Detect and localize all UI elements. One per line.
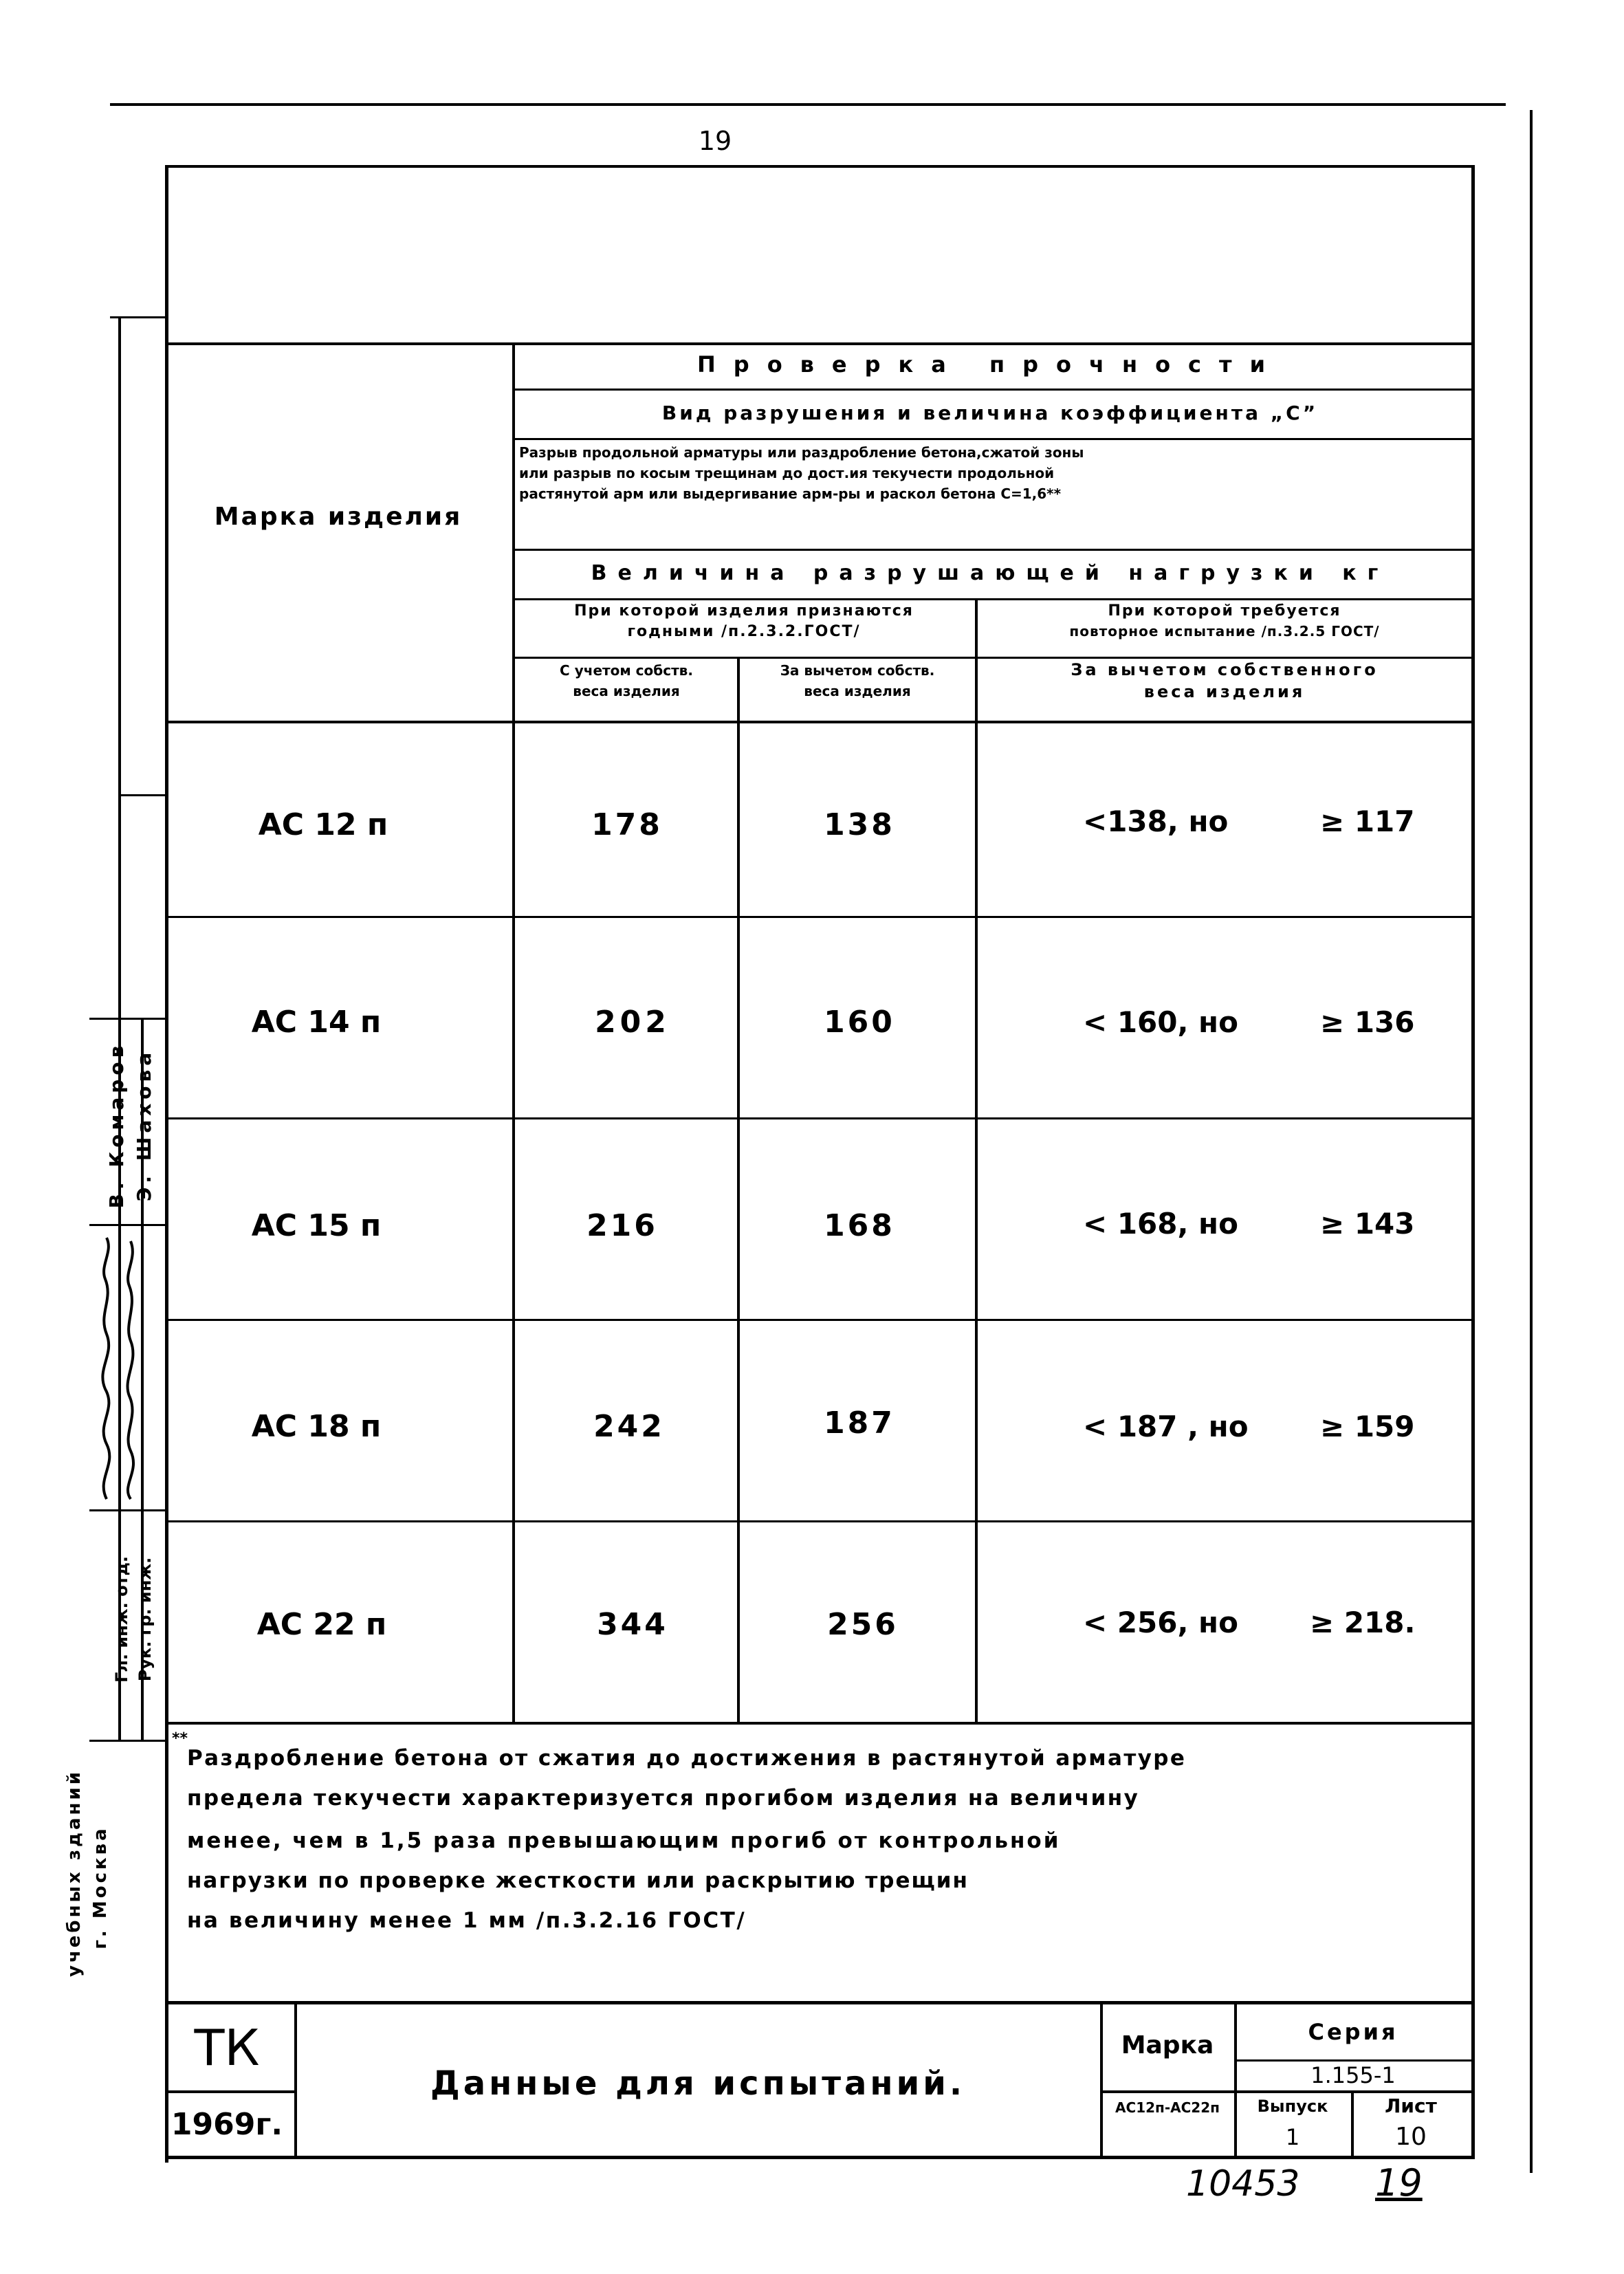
title-mark-value: АС12п-АС22п	[1115, 2099, 1220, 2116]
role-chief-engineer: Гл. инж. отд.	[112, 1556, 131, 1683]
row-1-retest: <138, но	[1083, 805, 1229, 838]
header-line-b	[512, 438, 1471, 440]
row-5-retest: < 256, но	[1083, 1606, 1238, 1639]
title-series-value: 1.155-1	[1310, 2062, 1396, 2088]
row-2-with-weight: 202	[595, 1005, 670, 1040]
footnote-line-3: менее, чем в 1,5 раза превышающим прогиб от контрольной	[187, 1828, 1061, 1853]
destruction-description	[519, 446, 1468, 501]
title-cells-divider	[1100, 2090, 1471, 2093]
document-title: Данные для испытаний.	[430, 2064, 966, 2103]
retest-header	[980, 604, 1469, 638]
row-3-retest-min: ≥ 143	[1320, 1207, 1415, 1240]
row-2-retest-min: ≥ 136	[1320, 1005, 1415, 1039]
row-5-minus-weight: 256	[827, 1607, 899, 1642]
title-mark-label: Марка	[1121, 2031, 1214, 2059]
retest-header-line-2: повторное испытание /п.3.2.5 ГОСТ/	[1069, 623, 1380, 639]
footnote-line-5: на величину менее 1 мм /п.3.2.16 ГОСТ/	[187, 1908, 747, 1933]
row-3-minus-weight: 168	[824, 1208, 895, 1243]
col-line-with-weight	[737, 657, 740, 1723]
footnote	[187, 1748, 1466, 1932]
title-issue-label: Выпуск	[1257, 2097, 1328, 2116]
row-3-retest: < 168, но	[1083, 1207, 1238, 1240]
top-border	[110, 103, 1506, 106]
retest-weight-header	[980, 662, 1469, 700]
destruction-line-2: или разрыв по косым трещинам до дост.ия текучести продольной	[519, 465, 1055, 481]
name-group-head: Э. Шахова	[133, 1048, 155, 1202]
row-line-3	[165, 1319, 1471, 1321]
title-series-label: Серия	[1308, 2019, 1398, 2045]
row-2-minus-weight: 160	[824, 1005, 895, 1040]
destruction-line-1: Разрыв продольной арматуры или раздробление бетона,сжатой зоны	[519, 444, 1084, 461]
title-org-right-line	[294, 2001, 297, 2158]
stamp-top-short	[110, 316, 168, 318]
row-4-minus-weight: 187	[824, 1406, 895, 1441]
frame-bottom-line	[165, 2156, 1475, 2159]
table-top-line	[165, 342, 1471, 345]
row-2-retest: < 160, но	[1083, 1005, 1238, 1039]
row-line-4	[165, 1520, 1471, 1522]
signature-group-head	[118, 1231, 143, 1506]
footnote-line-1: Раздробление бетона от сжатия до достижения в растянутой арматуре	[187, 1746, 1187, 1771]
row-3-mark: АС 15 п	[251, 1208, 382, 1243]
row-line-2	[165, 1117, 1471, 1119]
title-year: 1969г.	[171, 2107, 283, 2142]
frame-top-line	[165, 165, 1471, 168]
accepted-header	[517, 604, 971, 639]
stamp-sig-bottom	[89, 1509, 166, 1511]
header-line-c	[512, 549, 1471, 551]
row-line-1	[165, 916, 1471, 918]
with-weight-header	[517, 664, 736, 698]
row-1-retest-min: ≥ 117	[1320, 805, 1415, 838]
title-sheet-value: 10	[1395, 2123, 1427, 2151]
destruction-line-3: растянутой арм или выдергивание арм-ры и раскол бетона С=1,6**	[519, 485, 1062, 502]
header-line-a	[512, 389, 1471, 391]
stamp-org-line-2: г. Москва	[90, 1826, 111, 1949]
group-title: Проверка прочности	[697, 351, 1283, 378]
minus-weight-header-line-2: веса изделия	[804, 683, 911, 699]
mark-header: Марка изделия	[214, 503, 463, 531]
row-4-retest-min: ≥ 159	[1320, 1410, 1415, 1443]
accepted-header-line-1: При которой изделия признаются	[574, 602, 914, 620]
row-5-retest-min: ≥ 218.	[1310, 1606, 1416, 1639]
row-1-with-weight: 178	[591, 807, 663, 842]
row-3-with-weight: 216	[586, 1208, 658, 1243]
frame-right-line	[1471, 165, 1475, 2156]
row-2-mark: АС 14 п	[251, 1005, 382, 1040]
retest-weight-header-line-1: За вычетом собственного	[1071, 660, 1379, 679]
title-main-right-line	[1100, 2001, 1103, 2158]
row-4-retest: < 187 , но	[1083, 1410, 1249, 1443]
row-5-mark: АС 22 п	[256, 1607, 387, 1642]
title-issue-value: 1	[1285, 2124, 1300, 2150]
row-4-with-weight: 242	[593, 1409, 665, 1444]
frame-left-line	[165, 165, 168, 2163]
retest-header-line-1: При которой требуется	[1108, 602, 1341, 620]
role-group-head: Рук. гр. инж.	[135, 1557, 155, 1682]
footnote-line-4: нагрузки по проверке жесткости или раскрытию трещин	[187, 1868, 969, 1893]
title-series-divider	[1234, 2059, 1471, 2062]
title-block-top-line	[165, 2001, 1471, 2004]
page-number: 19	[698, 126, 732, 156]
minus-weight-header-line-1: За вычетом собств.	[780, 662, 935, 679]
row-1-minus-weight: 138	[824, 807, 895, 842]
archive-number: 10453	[1186, 2163, 1300, 2205]
minus-weight-header	[741, 664, 974, 698]
table-bottom-line	[165, 1722, 1471, 1725]
header-line-d	[512, 598, 1471, 600]
signature-chief-engineer	[93, 1231, 120, 1506]
title-sheet-label: Лист	[1385, 2095, 1437, 2117]
accepted-header-line-2: годными /п.2.3.2.ГОСТ/	[627, 623, 861, 640]
destruction-type-header: Вид разрушения и величина коэффициента „С”	[661, 402, 1319, 424]
row-5-with-weight: 344	[597, 1607, 668, 1642]
with-weight-header-line-1: С учетом собств.	[560, 662, 693, 679]
title-org: ТК	[194, 2019, 260, 2077]
header-bottom-line	[165, 721, 1471, 723]
footnote-line-2: предела текучести характеризуется прогибом изделия на величину	[187, 1786, 1140, 1811]
col-line-mark	[512, 342, 515, 1723]
load-header: Величина разрушающей нагрузки кг	[591, 561, 1390, 585]
stamp-org-line-1: учебных зданий	[64, 1769, 85, 1977]
row-1-mark: АС 12 п	[258, 807, 388, 842]
with-weight-header-line-2: веса изделия	[573, 683, 680, 699]
right-margin-line	[1530, 110, 1533, 2173]
header-line-e	[512, 657, 1471, 659]
footnote-marker: **	[172, 1730, 188, 1747]
retest-weight-header-line-2: веса изделия	[1143, 682, 1306, 701]
stamp-mid-line	[118, 794, 168, 796]
title-org-divider	[165, 2090, 294, 2093]
title-mark-right-line	[1234, 2001, 1237, 2158]
stamp-bottom	[89, 1740, 166, 1742]
row-4-mark: АС 18 п	[251, 1409, 382, 1444]
title-sheet-left-line	[1351, 2090, 1354, 2158]
col-line-retest	[975, 598, 978, 1723]
name-chief-engineer: В. Комаров	[105, 1041, 128, 1209]
archive-page: 19	[1375, 2161, 1423, 2205]
